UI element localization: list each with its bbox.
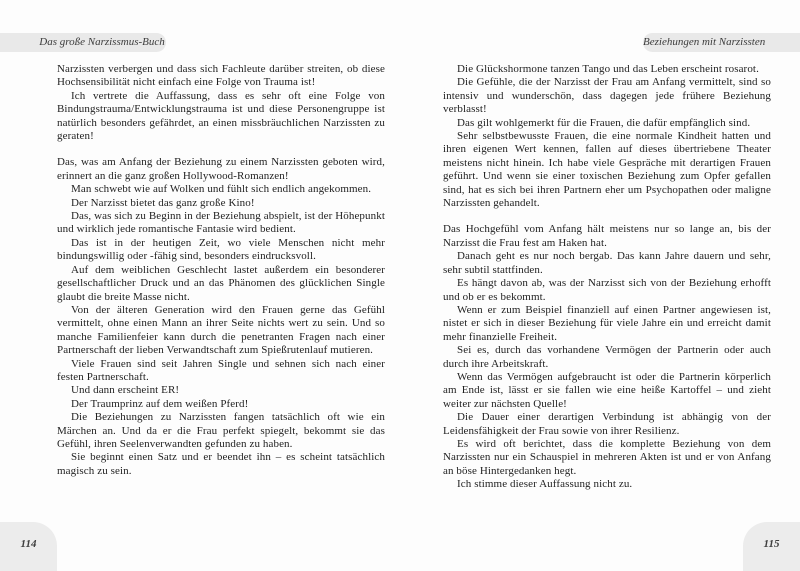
page-body-text-left: [57, 63, 385, 478]
paragraph: Das ist in der heutigen Zeit, wo viele Menschen nicht mehr bindungswillig oder -fähig sind, besonders eindrucksvoll.: [57, 236, 385, 263]
running-head-right: Beziehungen mit Narzissten: [643, 33, 800, 52]
paragraph: Das, was sich zu Beginn in der Beziehung abspielt, ist der Höhepunkt und wirklich jede romantische Fantasie wird bedient.: [57, 210, 385, 236]
paragraph: Wenn das Vermögen aufgebraucht ist oder die Partnerin körperlich am Ende ist, lässt er sie fallen wie eine heiße Kartoffel – und zieht weiter zur nächsten Quelle!: [443, 370, 771, 410]
page-number-left-badge: [0, 522, 57, 571]
page-number-right: 115: [763, 538, 780, 550]
paragraph: Ich vertrete die Auffassung, dass es sehr oft eine Folge von Bindungstrauma/Entwicklungstrauma ist und diese Personengruppe ist natürlich besonders gefährdet, an einen missbräuchlichen Narzissten zu geraten!: [57, 89, 385, 143]
paragraph: Die Beziehungen zu Narzissten fangen tatsächlich oft wie ein Märchen an. Und da er die Frau perfekt spiegelt, bekommt sie das Gefühl, ihren Seelenverwandten gefunden zu haben.: [57, 411, 385, 450]
paragraph: Ich stimme dieser Auffassung nicht zu.: [457, 478, 633, 491]
paragraph: Es wird oft berichtet, dass die komplette Beziehung von dem Narzissten nur ein Schauspiel in mehreren Akten ist und er von Anfang an böse Hintergedanken hegt.: [443, 437, 771, 477]
paragraph: Viele Frauen sind seit Jahren Single und sehnen sich nach einer festen Partnerschaft.: [57, 357, 385, 383]
paragraph: Das, was am Anfang der Beziehung zu einem Narzissten geboten wird, erinnert an die ganz großen Hollywood-Romanzen!: [57, 156, 385, 182]
paragraph: Sie beginnt einen Satz und er beendet ihn – es scheint tatsächlich magisch zu sein.: [57, 451, 385, 477]
paragraph: Die Gefühle, die der Narzisst der Frau am Anfang vermittelt, sind so intensiv und wunderschön, dass dagegen jede frühere Beziehung verblasst!: [443, 76, 771, 116]
paragraph: Der Traumprinz auf dem weißen Pferd!: [71, 397, 249, 410]
paragraph: Auf dem weiblichen Geschlecht lastet außerdem ein besonderer gesellschaftlicher Druck und an das Phänomen des glücklichen Single glaubt die breite Masse nicht.: [57, 263, 385, 303]
paragraph: Danach geht es nur noch bergab. Das kann Jahre dauern und sehr, sehr subtil stattfinden.: [443, 250, 771, 276]
paragraph: Das gilt wohlgemerkt für die Frauen, die dafür empfänglich sind.: [457, 116, 751, 129]
running-head-left: Das große Narzissmus-Buch: [0, 33, 166, 52]
paragraph: Die Glückshormone tanzen Tango und das Leben erscheint rosarot.: [457, 63, 759, 75]
page-number-right-badge: [743, 522, 800, 571]
paragraph: Sehr selbstbewusste Frauen, die eine normale Kindheit hatten und ihren eigenen Wert kennen, fallen auf dieses übertriebene Theater meistens nicht hinein. Ich habe viele Gespräche mit derartigen Frauen geführt. Und wenn sie einer toxischen Beziehung zum Opfer gefallen sind, hat es sich bei ihren Partnern eher um Psychopathen oder maligne Narzissten gehandelt.: [443, 130, 771, 210]
paragraph: Man schwebt wie auf Wolken und fühlt sich endlich angekommen.: [71, 183, 372, 196]
paragraph: Und dann erscheint ER!: [71, 384, 180, 397]
paragraph: Wenn er zum Beispiel finanziell auf einen Partner angewiesen ist, nistet er sich in dieser Beziehung für viele Jahre ein und erreicht damit mehr finanzielle Freiheit.: [443, 303, 771, 343]
paragraph: Das Hochgefühl vom Anfang hält meistens nur so lange an, bis der Narzisst die Frau fest am Haken hat.: [443, 223, 771, 249]
paragraph: Von der älteren Generation wird den Frauen gerne das Gefühl vermittelt, ohne einen Mann an ihrer Seite nichts wert zu sein. Und so manche Familienfeier kann durch die penetranten Fragen nach einer Partnerschaft der lieben Verwandtschaft zum Spießrutenlauf mutieren.: [57, 303, 385, 357]
paragraph: Es hängt davon ab, was der Narzisst sich von der Beziehung erhofft und ob er es bekommt.: [443, 277, 771, 303]
paragraph: Der Narzisst bietet das ganz große Kino!: [71, 196, 255, 209]
paragraph: Narzissten verbergen und dass sich Fachleute darüber streiten, ob diese Hochsensibilität nicht einfach eine Folge von Trauma ist!: [57, 63, 385, 89]
page-number-left: 114: [20, 538, 37, 550]
paragraph: Die Dauer einer derartigen Verbindung ist abhängig von der Leidensfähigkeit der Frau sowie von ihrer Resilienz.: [443, 411, 771, 437]
page-body-text-right: [443, 63, 771, 492]
paragraph: Sei es, durch das vorhandene Vermögen der Partnerin oder auch durch ihre Arbeitskraft.: [443, 344, 771, 370]
